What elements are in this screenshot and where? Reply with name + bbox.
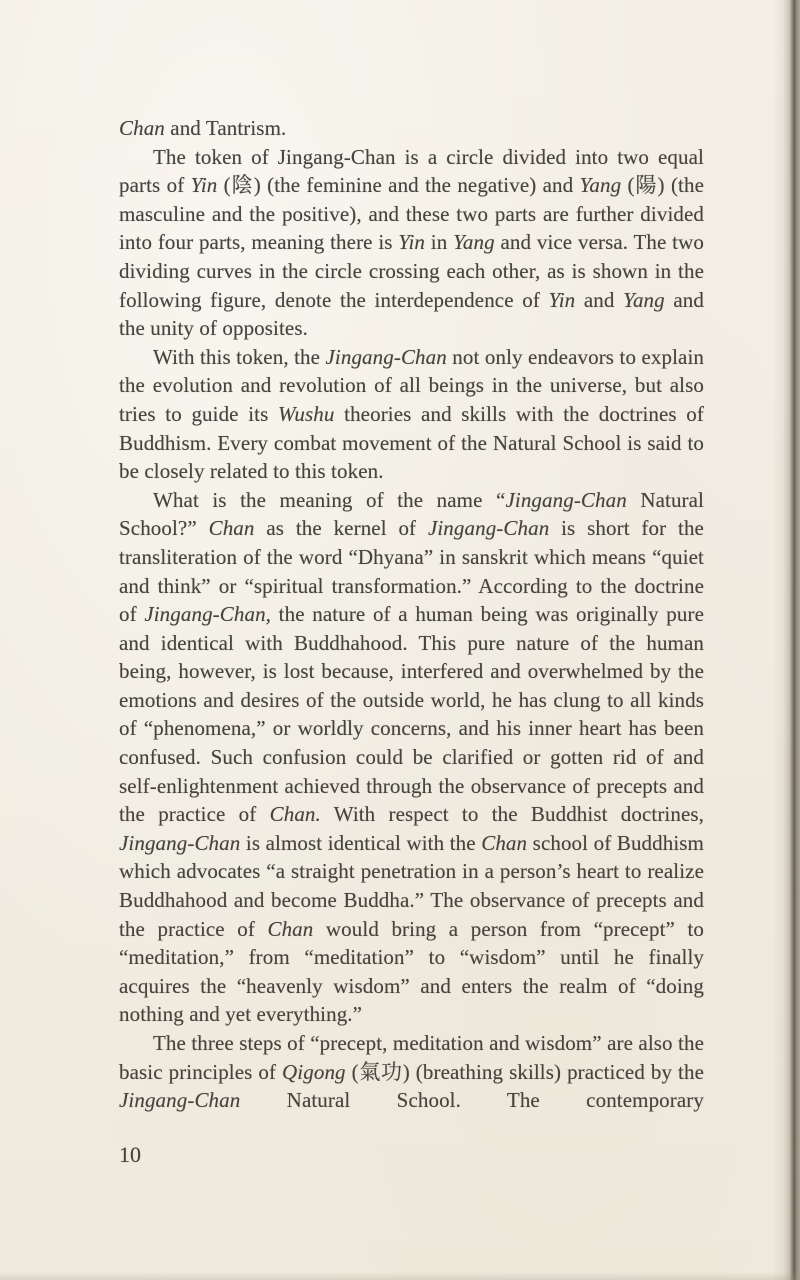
text-segment: (陽) (the masculine and the positive), and these two parts are further divided into four parts, meaning there is (119, 173, 704, 255)
text-segment: Chan (208, 516, 255, 541)
text-segment: Yang (453, 230, 495, 255)
text-segment: theories and skills with the doctrines of Buddhism. Every combat movement of the Natural School is said to be closely related to this token. (119, 401, 704, 484)
paragraph (119, 1029, 704, 1115)
text-segment: not only endeavors to explain the evolution and revolution of all beings in the universe, but also tries to guide its (119, 344, 704, 426)
paragraph (119, 343, 704, 486)
page-bottom-shadow (0, 1272, 800, 1280)
text-segment: Wushu (278, 401, 335, 426)
text-segment: and the unity of opposites. (119, 287, 704, 341)
text-segment: the nature of a human being was originally pure and identical with Buddhahood. This pure nature of the human being, however, is lost because, interfered and overwhelmed by the emotions and desires of the outside world, he has clung to all kinds of “phenomena,” or worldly concerns, and his inner heart has been confused. Such confusion could be clarified or gotten rid of and self-enlightenment achieved through the observance of precepts and the practice of (119, 602, 704, 827)
text-segment: would bring a person from “precept” to “meditation,” from “meditation” to “wisdom” until he finally acquires the “heavenly wisdom” and enters the realm of “doing nothing and yet everything.” (119, 916, 704, 1027)
text-segment: Jingang-Chan (325, 344, 447, 369)
text-segment: What is the meaning of the name “ (153, 487, 506, 512)
text-segment: With respect to the Buddhist doctrines, (320, 802, 704, 827)
text-segment: Chan (267, 916, 314, 941)
text-segment: Yang (579, 173, 622, 198)
text-segment: Jingang-Chan (119, 830, 241, 855)
text-segment: Jingang-Chan, (144, 602, 272, 627)
text-segment: Qigong (282, 1059, 346, 1084)
text-segment: With this token, the (153, 344, 326, 369)
text-segment: The three steps of “precept, meditation and wisdom” are also the basic principles of (119, 1031, 704, 1084)
text-segment: school of Buddhism which advocates “a straight penetration in a person’s heart to realize Buddhahood and become Buddha.” The observance of precepts and the practice of (119, 830, 704, 941)
text-segment: and vice versa. The two dividing curves in the circle crossing each other, as is shown in the following figure, denote the interdependence of (119, 230, 704, 312)
text-segment: Natural School. The contemporary (240, 1088, 704, 1113)
paragraph (119, 486, 704, 1029)
text-segment: (陰) (the feminine and the negative) and (217, 173, 580, 198)
text-segment: Yin (190, 173, 218, 198)
text-segment: Jingang-Chan (427, 516, 550, 541)
text-segment: (氣功) (breathing skills) practiced by the (345, 1059, 705, 1084)
text-segment: The token of Jingang-Chan is a circle divided into two equal parts of (119, 144, 704, 198)
text-segment: and Tantrism. (164, 116, 287, 140)
text-segment: Jingang-Chan (505, 487, 627, 512)
text-segment: is short for the transliteration of the word “Dhyana” in sanskrit which means “quiet and think” or “spiritual transformation.” According to the doctrine of (119, 516, 704, 627)
page-text-block (119, 114, 704, 1115)
text-segment: Yin (398, 230, 426, 255)
text-segment: is almost identical with the (240, 830, 482, 855)
text-segment: Chan (481, 830, 528, 855)
text-segment: Yang (623, 287, 665, 312)
paragraph (119, 143, 704, 343)
text-segment: Jingang-Chan (119, 1088, 241, 1113)
text-segment: and (575, 287, 624, 312)
paragraph (119, 114, 704, 143)
text-segment: Chan (119, 116, 165, 140)
page-edge-shadow (772, 0, 800, 1280)
page-number: 10 (119, 1142, 141, 1167)
text-segment: Yin (548, 287, 576, 312)
text-segment: in (425, 230, 454, 255)
text-segment: Natural School?” (119, 487, 704, 541)
text-segment: as the kernel of (254, 516, 428, 541)
text-segment: Chan. (269, 802, 321, 827)
